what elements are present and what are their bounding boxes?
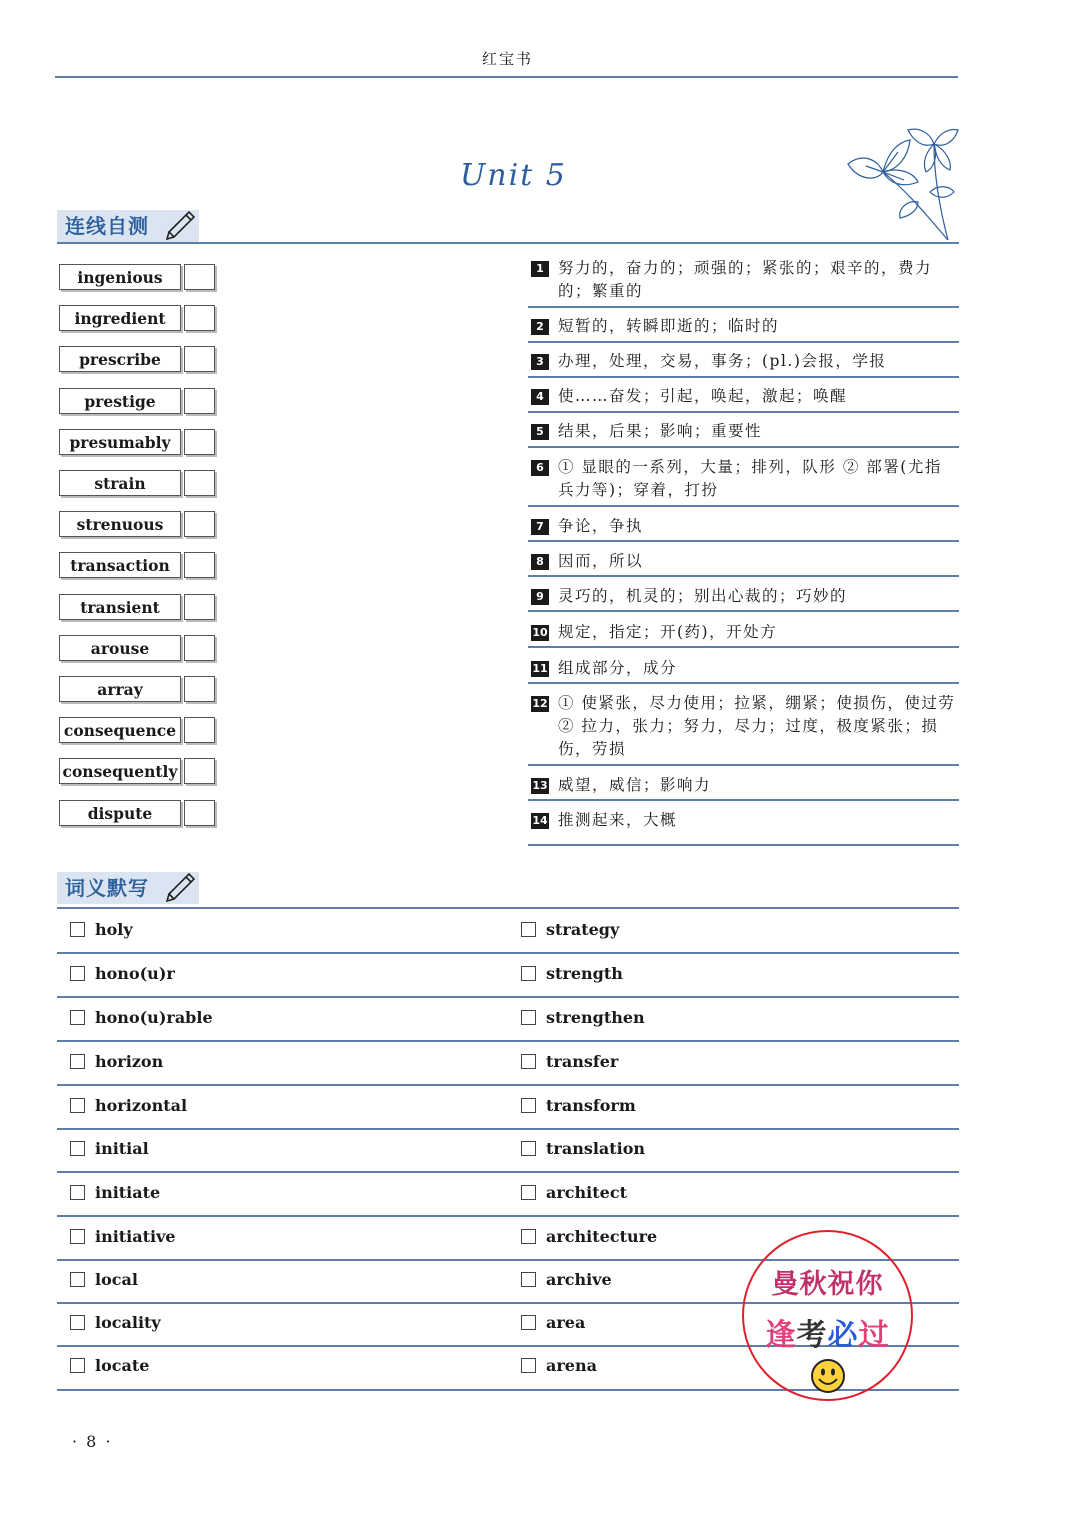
header-rule: [55, 76, 958, 78]
dictation-item: [70, 1183, 160, 1202]
definition-rule: [528, 682, 959, 684]
answer-blank[interactable]: [184, 717, 215, 743]
definition-number: 8: [531, 554, 549, 570]
section-label-text: 连线自测: [65, 214, 149, 238]
dictation-item: [70, 1052, 163, 1071]
dictation-word: local: [95, 1270, 138, 1289]
stamp-line-1: 曼秋祝你: [771, 1269, 884, 1300]
dictation-item: [521, 1227, 657, 1246]
dictation-item: [70, 1008, 213, 1027]
definition-text: 因而，所以: [558, 552, 644, 570]
answer-blank[interactable]: [184, 305, 215, 331]
definition-item: [528, 315, 958, 338]
checkbox[interactable]: [70, 1315, 85, 1330]
answer-blank[interactable]: [184, 758, 215, 784]
definition-rule: [528, 306, 959, 308]
dictation-word: strength: [546, 964, 623, 983]
checkbox[interactable]: [521, 1141, 536, 1156]
answer-blank[interactable]: [184, 511, 215, 537]
definition-item: [528, 385, 958, 408]
match-word: consequence: [59, 717, 181, 743]
definition-text: 使……奋发；引起，唤起，激起；唤醒: [558, 387, 848, 405]
smiley-icon: [810, 1358, 846, 1394]
checkbox[interactable]: [521, 1185, 536, 1200]
checkbox[interactable]: [521, 1272, 536, 1287]
definition-rule: [528, 446, 959, 448]
definition-rule: [528, 610, 959, 612]
answer-blank[interactable]: [184, 552, 215, 578]
checkbox[interactable]: [521, 1315, 536, 1330]
row-rule: [57, 1215, 959, 1217]
match-word: dispute: [59, 800, 181, 826]
checkbox[interactable]: [70, 1054, 85, 1069]
row-rule: [57, 1128, 959, 1130]
checkbox[interactable]: [521, 1054, 536, 1069]
dictation-word: strategy: [546, 920, 620, 939]
stamp-char: 考: [796, 1318, 828, 1353]
definition-item: [528, 657, 958, 680]
definition-rule: [528, 575, 959, 577]
definition-item: [528, 350, 958, 373]
definition-number: 13: [532, 779, 548, 792]
dictation-item: [521, 964, 623, 983]
checkbox[interactable]: [70, 966, 85, 981]
definition-text: 灵巧的，机灵的；别出心裁的；巧妙的: [558, 587, 848, 605]
dictation-item: [521, 1183, 627, 1202]
checkbox[interactable]: [70, 922, 85, 937]
dictation-word: architect: [546, 1183, 627, 1202]
row-rule: [57, 1171, 959, 1173]
definition-item: [528, 585, 958, 608]
match-word: prestige: [59, 388, 181, 414]
definition-number: 11: [532, 662, 548, 675]
dictation-word: transform: [546, 1096, 636, 1115]
dictation-word: locality: [95, 1313, 161, 1332]
answer-blank[interactable]: [184, 346, 215, 372]
stamp-char: 逢: [765, 1318, 797, 1353]
definition-item: [528, 621, 958, 644]
checkbox[interactable]: [70, 1098, 85, 1113]
definition-number: 12: [532, 697, 548, 710]
row-rule: [57, 996, 959, 998]
row-rule: [57, 1040, 959, 1042]
dictation-item: [521, 920, 619, 939]
definition-number: 2: [531, 319, 549, 335]
definition-item: [528, 550, 958, 573]
section-label-text: 词义默写: [65, 876, 149, 900]
dictation-word: area: [546, 1313, 586, 1332]
definition-number: 1: [531, 261, 549, 277]
answer-blank[interactable]: [184, 388, 215, 414]
match-word: ingenious: [59, 264, 181, 290]
page-number: · 8 ·: [72, 1432, 113, 1451]
match-word: transient: [59, 594, 181, 620]
section-rule: [57, 242, 959, 244]
section-label-dictation: [57, 872, 199, 904]
answer-blank[interactable]: [184, 676, 215, 702]
match-word: ingredient: [59, 305, 181, 331]
dictation-item: [70, 1227, 176, 1246]
stamp-char: 过: [858, 1318, 890, 1353]
stamp-line-2: [744, 1310, 911, 1354]
checkbox[interactable]: [521, 1358, 536, 1373]
definition-item: [528, 420, 958, 443]
definition-item: [528, 692, 958, 761]
pencil-icon: [163, 866, 199, 902]
match-word: consequently: [59, 758, 181, 784]
definition-rule: [528, 376, 959, 378]
dictation-item: [521, 1096, 636, 1115]
dictation-word: arena: [546, 1356, 597, 1375]
dictation-item: [70, 920, 133, 939]
section-label-matching: [57, 210, 199, 242]
definition-number: 6: [531, 460, 549, 476]
answer-blank[interactable]: [184, 800, 215, 826]
answer-blank[interactable]: [184, 594, 215, 620]
dictation-item: [521, 1008, 645, 1027]
answer-blank[interactable]: [184, 429, 215, 455]
checkbox[interactable]: [70, 1010, 85, 1025]
match-word: strenuous: [59, 511, 181, 537]
definition-text: 组成部分，成分: [558, 659, 678, 677]
dictation-word: translation: [546, 1139, 646, 1158]
definition-item: [528, 774, 958, 797]
unit-title: Unit 5: [460, 158, 567, 193]
checkbox[interactable]: [70, 1272, 85, 1287]
definition-item: [528, 515, 958, 538]
checkbox[interactable]: [70, 1185, 85, 1200]
dictation-item: [70, 1270, 138, 1289]
answer-blank[interactable]: [184, 264, 215, 290]
definition-item: [528, 456, 958, 502]
definition-text: 短暂的，转瞬即逝的；临时的: [558, 317, 780, 335]
definition-rule: [528, 844, 959, 846]
answer-blank[interactable]: [184, 635, 215, 661]
definition-rule: [528, 646, 959, 648]
dictation-item: [521, 1139, 645, 1158]
match-word: transaction: [59, 552, 181, 578]
dictation-word: locate: [95, 1356, 150, 1375]
dictation-word: archive: [546, 1270, 612, 1289]
checkbox[interactable]: [521, 966, 536, 981]
checkbox[interactable]: [521, 922, 536, 937]
checkbox[interactable]: [521, 1229, 536, 1244]
dictation-word: transfer: [546, 1052, 619, 1071]
definition-rule: [528, 540, 959, 542]
dictation-item: [70, 964, 175, 983]
dictation-item: [70, 1096, 187, 1115]
definition-rule: [528, 799, 959, 801]
dictation-word: horizon: [95, 1052, 164, 1071]
checkbox[interactable]: [521, 1098, 536, 1113]
dictation-word: initiative: [95, 1227, 176, 1246]
definition-text: ① 使紧张，尽力使用；拉紧，绷紧；使损伤，使过劳 ② 拉力，张力；努力，尽力；过度，极度紧张；损伤，劳损: [558, 694, 956, 758]
dictation-item: [70, 1313, 161, 1332]
definition-number: 7: [531, 519, 549, 535]
definition-number: 3: [531, 354, 549, 370]
dictation-item: [521, 1313, 585, 1332]
dictation-item: [70, 1139, 149, 1158]
row-rule: [57, 1084, 959, 1086]
definition-text: 威望，威信；影响力: [558, 776, 712, 794]
definition-number: 9: [531, 589, 549, 605]
definition-rule: [528, 341, 959, 343]
section-rule: [57, 907, 959, 909]
definition-number: 4: [531, 389, 549, 405]
dictation-word: strengthen: [546, 1008, 645, 1027]
dictation-item: [70, 1356, 149, 1375]
wish-stamp: [742, 1230, 913, 1401]
answer-blank[interactable]: [184, 470, 215, 496]
definition-text: ① 显眼的一系列，大量；排列，队形 ② 部署(尤指兵力等)；穿着，打扮: [558, 458, 942, 499]
definition-rule: [528, 764, 959, 766]
row-rule: [57, 952, 959, 954]
dictation-item: [521, 1356, 597, 1375]
definition-number: 10: [532, 626, 548, 639]
dictation-word: holy: [95, 920, 133, 939]
definition-text: 规定，指定；开(药)，开处方: [558, 623, 778, 641]
match-word: array: [59, 676, 181, 702]
dictation-word: hono(u)rable: [95, 1008, 213, 1027]
match-word: arouse: [59, 635, 181, 661]
dictation-word: horizontal: [95, 1096, 188, 1115]
definition-number: 14: [532, 814, 548, 827]
definition-text: 努力的，奋力的；顽强的；紧张的；艰辛的，费力的；繁重的: [558, 259, 933, 300]
running-header: 红宝书: [481, 50, 533, 68]
lily-flower-icon: [838, 122, 963, 242]
pencil-icon: [163, 204, 199, 240]
dictation-word: hono(u)r: [95, 964, 175, 983]
checkbox[interactable]: [521, 1010, 536, 1025]
definition-text: 推测起来，大概: [558, 811, 678, 829]
checkbox[interactable]: [70, 1229, 85, 1244]
definition-text: 结果，后果；影响；重要性: [558, 422, 763, 440]
match-word: strain: [59, 470, 181, 496]
dictation-item: [521, 1270, 612, 1289]
definition-text: 争论，争执: [558, 517, 644, 535]
definition-rule: [528, 505, 959, 507]
match-word: presumably: [59, 429, 181, 455]
dictation-word: architecture: [546, 1227, 658, 1246]
checkbox[interactable]: [70, 1358, 85, 1373]
definition-text: 办理，处理，交易，事务；(pl.)会报，学报: [558, 352, 887, 370]
checkbox[interactable]: [70, 1141, 85, 1156]
definition-number: 5: [531, 424, 549, 440]
dictation-word: initial: [95, 1139, 149, 1158]
definition-item: [528, 809, 958, 832]
dictation-word: initiate: [95, 1183, 161, 1202]
dictation-item: [521, 1052, 618, 1071]
definition-rule: [528, 411, 959, 413]
match-word: prescribe: [59, 346, 181, 372]
definition-item: [528, 257, 958, 303]
stamp-char: 必: [827, 1318, 859, 1353]
